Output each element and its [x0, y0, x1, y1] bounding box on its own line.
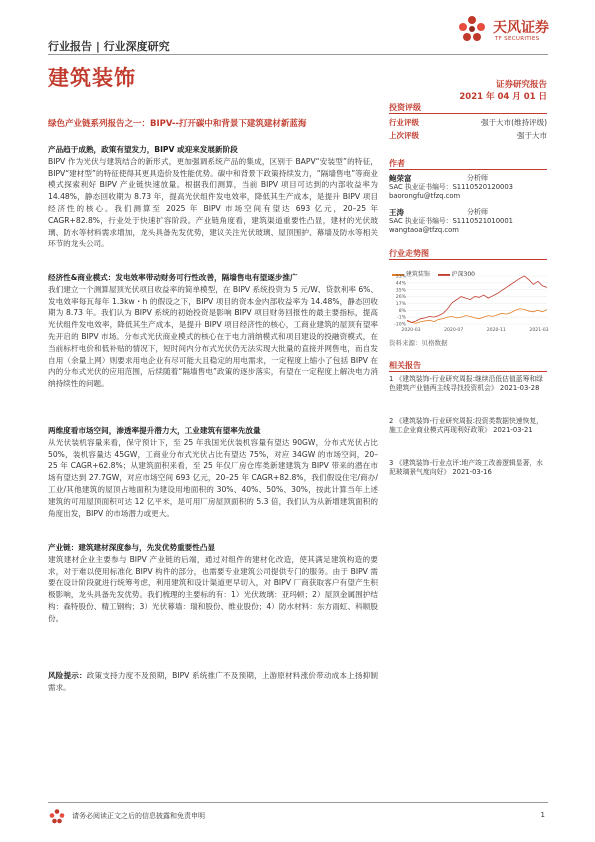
trend-heading: 行业走势图	[389, 249, 429, 258]
section-body: 建筑建材企业主要参与 BIPV 产业链的后端，通过对组件的建材化改造，使其满足建筑构造的要求，对于难以使用标准化 BIPV 构件的部分，也需要专业建筑公司提供专门的服务。由于 BIPV 需要在设计阶段就进行统筹考虑，利用建筑和设计渠道更早切入，对 BIPV 厂商获取客户有望产生积极影响，龙头具备先发优势。我们梳理的主要标的有：1）光伏玻璃：亚玛顿；2）屋顶金属围护结构：森特股份、精工钢构；3）光伏幕墙：瑞和股份、维业股份；4）防水材料：东方雨虹、科顺股份。	[48, 554, 378, 623]
analyst-email[interactable]: wangtaoa@tfzq.com	[389, 226, 459, 235]
rating-label: 行业评级	[389, 118, 419, 127]
section-5	[48, 670, 378, 694]
rating-value: 强于大市(维持评级)	[481, 118, 547, 127]
section-3	[48, 425, 378, 519]
related-report[interactable]: 3 《建筑装饰-行业点评:地产竣工改善逻辑显著，水泥玻璃景气度向好》 2021-03-16	[389, 459, 543, 477]
analyst-cert: SAC 执业证书编号：S1110520120003	[389, 183, 513, 192]
section-heading: 产业链：建筑建材深度参与，先发优势重要性凸显	[48, 543, 216, 552]
related-report[interactable]: 1 《建筑装饰-行业研究周报:继续沿低估值蓝筹和绿色建筑产业链两主线寻找投资机会》 2021-03-28	[389, 375, 543, 393]
section-2	[48, 272, 378, 390]
y-tick-label: 8%	[398, 308, 406, 314]
analyst-name: 王涛	[389, 208, 404, 217]
section-body: 政策支持力度不及预期，BIPV 系统推广不及预期，上游原材料涨价带动成本上扬抑制需求。	[48, 671, 378, 692]
x-tick-label: 2021-03	[529, 328, 549, 333]
report-title: 绿色产业链系列报告之一：BIPV--打开碳中和背景下建筑建材新蓝海	[48, 119, 307, 129]
rating-divider	[389, 113, 547, 114]
section-body: BIPV 作为光伏与建筑结合的新形式，更加强调系统产品的集成，区别于 BAPV“安装型”的特征，BIPV“建材型”的特征使得其更具造价及性能优势。碳中和背景下政策持续发力，“隔墙售电”等商业模式探索利好 BIPV 产业链快速放量。根据我们测算，当前 BIPV 项目可达到的内部收益率为 14.48%，静态回收期为 8.73 年，提高光伏组件发电效率，降低其生产成本，是提升 BIPV 项目经济性的核心。我们测算至 2025 年 BIPV 市场空间有望达 693 亿元，20–25 年 CAGR+82.8%，行业处于快速扩容阶段。产业链角度看，建筑渠道重要性凸显，建材的光伏玻璃、防水等材料需求增加，龙头具备先发优势，建议关注光伏玻璃、屋顶围护、幕墙及防水等相关环节的龙头公司。	[48, 156, 378, 249]
x-tick-label: 2020-03	[401, 328, 421, 333]
section-1	[48, 144, 378, 250]
x-tick-label: 2020-07	[444, 328, 464, 333]
section-heading: 两维度看市场空间，渗透率提升潜力大，工业建筑有望率先放量	[48, 426, 261, 435]
y-tick-label: 44%	[395, 281, 406, 287]
y-tick-label: 17%	[395, 302, 406, 308]
section-heading: 风险提示：	[48, 671, 87, 680]
footer-divider	[48, 802, 548, 803]
header-divider	[48, 54, 548, 55]
y-tick-label: 35%	[395, 288, 406, 294]
section-body: 我们建立一个测算屋顶光伏项目收益率的简单模型，在 BIPV 系统投资为 5 元/W、贷款利率 6%、发电效率每瓦每年 1.3kw・h 的假设之下，BIPV 项目的资本金内部收益率为 14.48%，静态回收期为 8.73 年。我们认为 BIPV 系统的初始投资是影响 BIPV 项目财务回报性的最主要指标，提高光伏组件发电效率，降低其生产成本，是提升 BIPV 项目经济性的核心，工商业建筑的屋顶有望率先开启的 BIPV 市场。分布式光伏商业模式的核心在于电力消纳模式和项目建设的投融资模式，在当前标杆电价和低补贴的情况下，短时间内分布式光伏仍无法实现大批量的直接并网售电，而自发自用（余量上网）则要求用电企业有尽可能大且稳定的用电需求，一定程度上缩小了包括 BIPV 在内的分布式光伏的应用范围，后续随着“隔墙售电”政策的逐步落实，有望在一定程度上解决电力消纳持续性的问题。	[48, 284, 378, 389]
rating-label: 上次评级	[389, 131, 419, 140]
x-tick-label: 2020-11	[486, 328, 506, 333]
analyst-block	[389, 174, 547, 202]
related-divider	[389, 371, 547, 372]
rating-value: 强于大市	[517, 131, 547, 140]
section-heading: 经济性&商业模式：发电效率带动财务可行性改善，隔墙售电有望逐步推广	[48, 273, 298, 282]
analyst-cert: SAC 执业证书编号：S1110521010001	[389, 217, 513, 226]
rating-row	[389, 130, 547, 142]
page-number: 1	[540, 811, 545, 819]
analyst-email[interactable]: baorongfu@tfzq.com	[389, 192, 461, 201]
author-divider	[389, 169, 547, 170]
related-report[interactable]: 2 《建筑装饰-行业研究周报:投资类数据快速恢复，施工企业商业模式再现利好政策》 2021-03-21	[389, 417, 543, 435]
report-type: 证券研究报告	[495, 80, 547, 90]
trend-divider	[389, 259, 547, 260]
logo-name: 天风证券	[493, 20, 549, 36]
section-body: 从光伏装机容量来看，保守预计下，至 25 年我国光伏装机容量有望达 90GW，分布式光伏占比 50%，装机容量达 45GW，工商业分布式光伏占比有望达 75%，对应 34GW 的市场空间，20–25 年 CAGR+62.8%；从建筑面积来看，至 25 年仅厂房仓库类新建建筑为 BIPV 带来的潜在市场有望达到 27.7GW，对应市场空间 693 亿元，20–25 年 CAGR+82.8%，我们假设住宅/商办/工业/其他建筑的屋顶占地面积为建设用地面积的 30%、40%、50%、30%，按此计算当年上述建筑的可用屋顶面积可达 12 亿平米，是可用厂房屋顶面积的 5.3 倍，我们认为从新增建筑面积的角度出发，BIPV 的市场潜力或更大。	[48, 437, 378, 518]
chart-source: 资料来源：贝格数据	[389, 339, 448, 347]
logo-icon	[455, 14, 489, 48]
report-date: 2021 年 04 月 01 日	[459, 92, 547, 102]
analyst-block	[389, 208, 547, 236]
y-tick-label: 26%	[395, 295, 406, 301]
y-tick-label: 53%	[395, 274, 406, 280]
y-tick-label: -10%	[394, 322, 406, 328]
legend-label: 沪深300	[451, 271, 475, 278]
section-heading: 产品趋于成熟，政策有望发力，BIPV 或迎来发展新阶段	[48, 145, 238, 154]
trend-chart	[389, 274, 549, 336]
section-4	[48, 542, 378, 625]
related-heading: 相关报告	[389, 361, 421, 370]
analyst-name: 鲍荣富	[389, 174, 412, 183]
report-category: 行业报告 | 行业深度研究	[48, 40, 170, 53]
analyst-title: 分析师	[467, 208, 488, 216]
logo-name-en: TF SECURITIES	[495, 36, 540, 42]
rating-row	[389, 117, 547, 129]
y-tick-label: -1%	[397, 315, 406, 321]
rating-heading: 投资评级	[389, 103, 421, 112]
legend-label: 建筑装饰	[405, 271, 430, 278]
footer-disclaimer[interactable]: 请务必阅读正文之后的信息披露和免责申明	[72, 812, 205, 820]
author-heading: 作者	[389, 159, 405, 168]
sector-title: 建筑装饰	[48, 66, 136, 90]
logo-small-icon	[48, 808, 66, 826]
analyst-title: 分析师	[467, 174, 488, 182]
series-line	[407, 309, 547, 323]
